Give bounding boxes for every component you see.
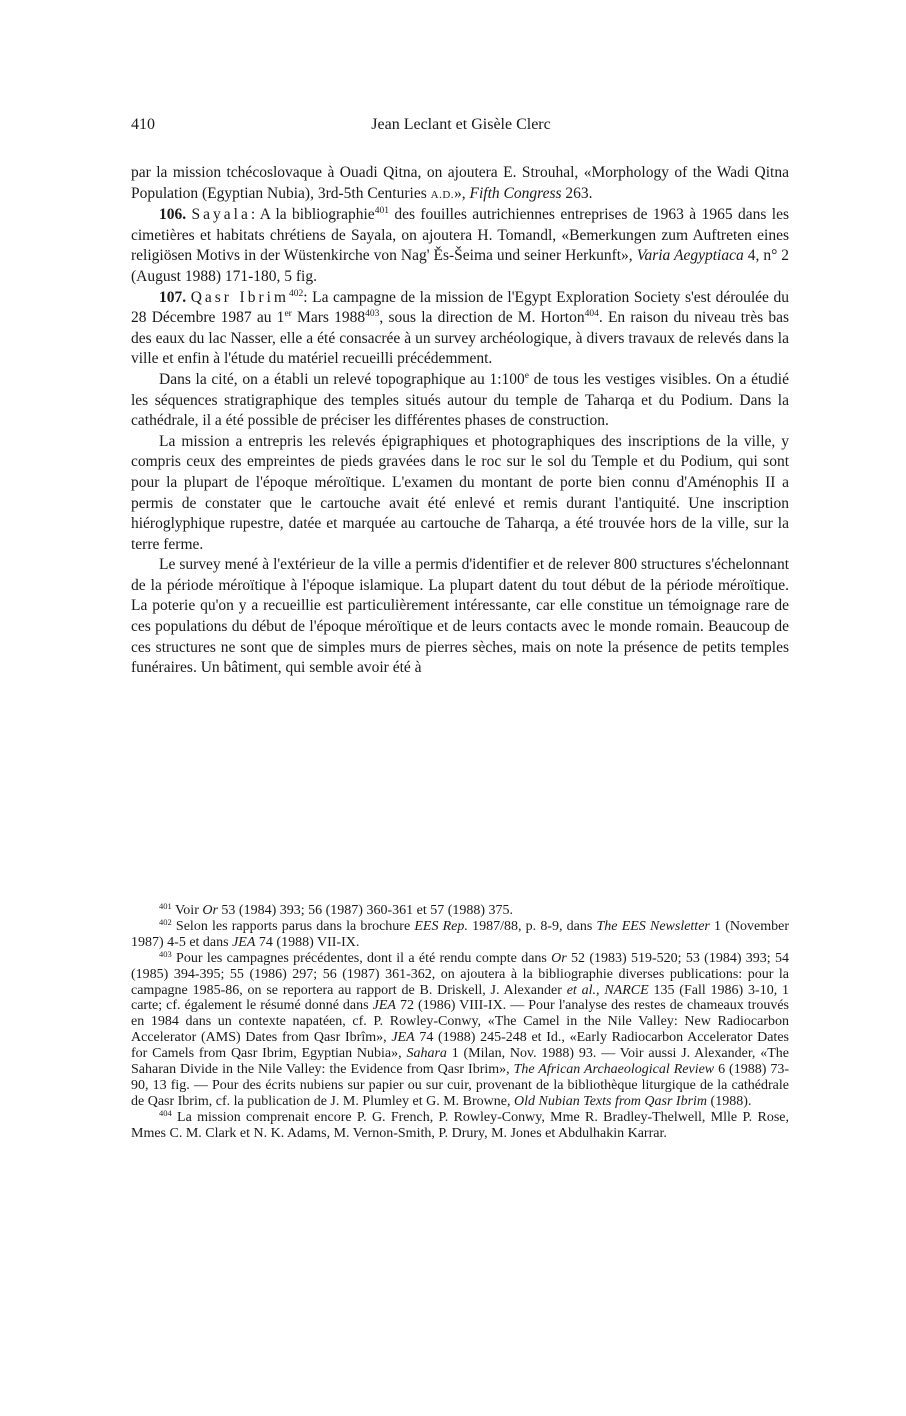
footnote-404 [131, 1107, 789, 1142]
footnote-number: 403 [159, 948, 172, 959]
text-run: par la mission tchécoslovaque à Ouadi Qitna, on ajoutera E. Strouhal, «Morphology of the Wadi Qitna Population (Egyptian Nubia), 3rd-5th Centuries [131, 164, 789, 202]
italic-title: Old Nubian Texts from Qasr Ibrim [513, 1093, 708, 1109]
italic-title: JEA [391, 1030, 415, 1046]
superscript: e [524, 370, 529, 381]
text-run: 4, n° 2 (August 1988) 171-180, 5 fig. [131, 247, 790, 285]
section-number: 107. [159, 288, 187, 306]
paragraph-sayala-intro [131, 163, 789, 205]
text-run: 1 (November 1987) 4-5 et dans [131, 918, 789, 950]
paragraph-106-sayala [131, 205, 789, 287]
footnote-number: 401 [159, 901, 172, 911]
footnotes [131, 903, 789, 1142]
text-run: 52 (1983) 519-520; 53 (1984) 393; 54 (1985) 394-395; 55 (1986) 297; 56 (1987) 361-362, on ajoutera à la bibliographie diverses publications: pour la campagne 1985-86, on se reportera au rapport de B. Driskell, J. Alexander [131, 950, 789, 998]
page-number: 410 [131, 116, 155, 133]
text-run: 1 (Milan, Nov. 1988) 93. — Voir aussi J. Alexander, «The Saharan Divide in the Nile Valley: the Evidence from Qasr Ibrim», [131, 1046, 789, 1078]
footnote-number: 404 [159, 1107, 172, 1118]
footnote-401 [131, 903, 789, 919]
italic-title: EES Rep. [414, 918, 468, 934]
text-run: de tous les vestiges visibles. On a étudié les séquences stratigraphique des temples situés autour du temple de Taharqa et du Podium. Dans la cathédrale, il a été possible de préciser les différentes phases de construction. [131, 370, 789, 430]
text-run: 74 (1988) 245-248 et Id., «Early Radiocarbon Accelerator Dates for Camels from Qasr Ibrim, Egyptian Nubia», [131, 1030, 789, 1062]
section-number: 106. [159, 206, 187, 224]
footnote-ref: 401 [374, 206, 389, 217]
footnote-402 [131, 916, 789, 951]
running-title: Jean Leclant et Gisèle Clerc [371, 116, 551, 133]
main-text [131, 163, 789, 679]
paragraph-epigraphy: La mission a entrepris les relevés épigraphiques et photographiques des inscriptions de la ville, y compris ceux des empreintes de pieds gravées dans le roc sur le sol du Temple et du Podium, qui sont pour la plupart de l'époque méroïtique. L'examen du montant de porte bien connu d'Aménophis II a permis de constater que le cartouche avait été enlevé et remis durant l'antiquité. Une inscription hiéroglyphique rupestre, datée et marquée au cartouche de Taharqa, a été trouvée hors de la ville, sur la terre ferme. [131, 432, 789, 553]
text-run: Selon les rapports parus dans la brochure [171, 918, 415, 934]
italic-title: Varia Aegyptiaca [636, 247, 744, 265]
paragraph-107-qasr-ibrim [131, 288, 789, 370]
footnote-ref: 404 [584, 309, 599, 320]
footnote-number: 402 [159, 916, 172, 927]
text-run: 1987/88, p. 8-9, dans [467, 918, 597, 934]
text-run: Dans la cité, on a établi un relevé topographique au 1:100 [159, 370, 525, 388]
superscript: er [284, 309, 292, 320]
text-run: : La campagne de la mission de l'Egypt Exploration Society s'est déroulée du 28 Décembre 1987 au 1 [131, 288, 789, 327]
site-name: Qasr Ibrim [190, 288, 289, 306]
text-run: Mars 1988 [291, 309, 366, 327]
text-run: 6 (1988) 73-90, 13 fig. — Pour des écrits nubiens sur papier ou sur cuir, provenant de la bibliothèque liturgique de la cathédrale de Qasr Ibrim, cf. la publication de J. M. Plumley et G. M. Browne, [131, 1062, 789, 1109]
italic-title: Or [551, 950, 567, 966]
text-run: Pour les campagnes précédentes, dont il a été rendu compte dans [171, 950, 552, 966]
paragraph-topography [131, 370, 789, 432]
paragraph-survey: Le survey mené à l'extérieur de la ville a permis d'identifier et de relever 800 structures s'échelonnant de la période méroïtique à l'époque islamique. La plupart datent du tout début de la période méroïtique. La poterie qu'on y a recueillie est particulièrement intéressante, car elle constitue un témoignage rare de ces populations du début de l'époque méroïtique et de leurs contacts avec le monde romain. Beaucoup de ces structures ne sont que de simples murs de pierres sèches, mais on note la présence de petits temples funéraires. Un bâtiment, qui semble avoir été à [131, 556, 789, 677]
text-run: », [454, 184, 470, 202]
footnote-ref: 403 [365, 309, 380, 320]
text-run: des fouilles autrichiennes entreprises de 1963 à 1965 dans les cimetières et habitats chrétiens de Sayala, on ajoutera H. Tomandl, «Bemerkungen zum Auftreten eines religiösen Motivs in der Wüstenkirche von Nag' Ěs-Šeima und seiner Herkunft», [131, 206, 789, 265]
italic-title: JEA [232, 934, 256, 950]
footnote-ref: 402 [288, 288, 304, 299]
text-run: 53 (1984) 393; 56 (1987) 360-361 et 57 (1988) 375. [217, 903, 514, 918]
text-run: 263. [561, 184, 593, 202]
text-run: 135 (Fall 1986) 3-10, 1 carte; cf. également le résumé donné dans [131, 982, 790, 1014]
text-run: (1988). [707, 1093, 752, 1109]
small-caps-run: A.D. [430, 188, 455, 201]
text-run: La mission comprenait encore P. G. French, P. Rowley-Conwy, Mme R. Bradley-Thelwell, Mlle P. Rose, Mmes C. M. Clark et N. K. Adams, M. Vernon-Smith, P. Drury, M. Jones et Abdulhakin Karrar. [131, 1109, 789, 1141]
italic-title: et al., NARCE [566, 982, 649, 998]
text-run: , sous la direction de M. Horton [379, 309, 585, 327]
text-run: Voir [171, 903, 203, 918]
text-run: 74 (1988) VII-IX. [255, 934, 360, 950]
italic-title: Sahara [406, 1046, 447, 1062]
italic-title: JEA [372, 998, 396, 1014]
footnote-403 [131, 948, 790, 1110]
text-run: : A la bibliographie [250, 206, 375, 224]
italic-title: The African Archaeological Review [513, 1062, 715, 1078]
italic-title: Fifth Congress [469, 184, 562, 202]
italic-title: The EES Newsletter [596, 918, 710, 934]
text-run: 72 (1986) VIII-IX. — Pour l'analyse des restes de chameaux trouvés en 1984 dans un contexte napatéen, cf. P. Rowley-Conwy, «The Camel in the Nile Valley: New Radiocarbon Accelerator (AMS) Dates from Qasr Ibrîm», [131, 998, 790, 1046]
text-run: . En raison du niveau très bas des eaux du lac Nasser, elle a été consacrée à un survey archéologique, à divers travaux de relevés dans la ville et enfin à l'étude du matériel recueilli précédemment. [131, 309, 789, 368]
site-name: Sayala [191, 206, 251, 224]
italic-title: Or [202, 903, 218, 918]
